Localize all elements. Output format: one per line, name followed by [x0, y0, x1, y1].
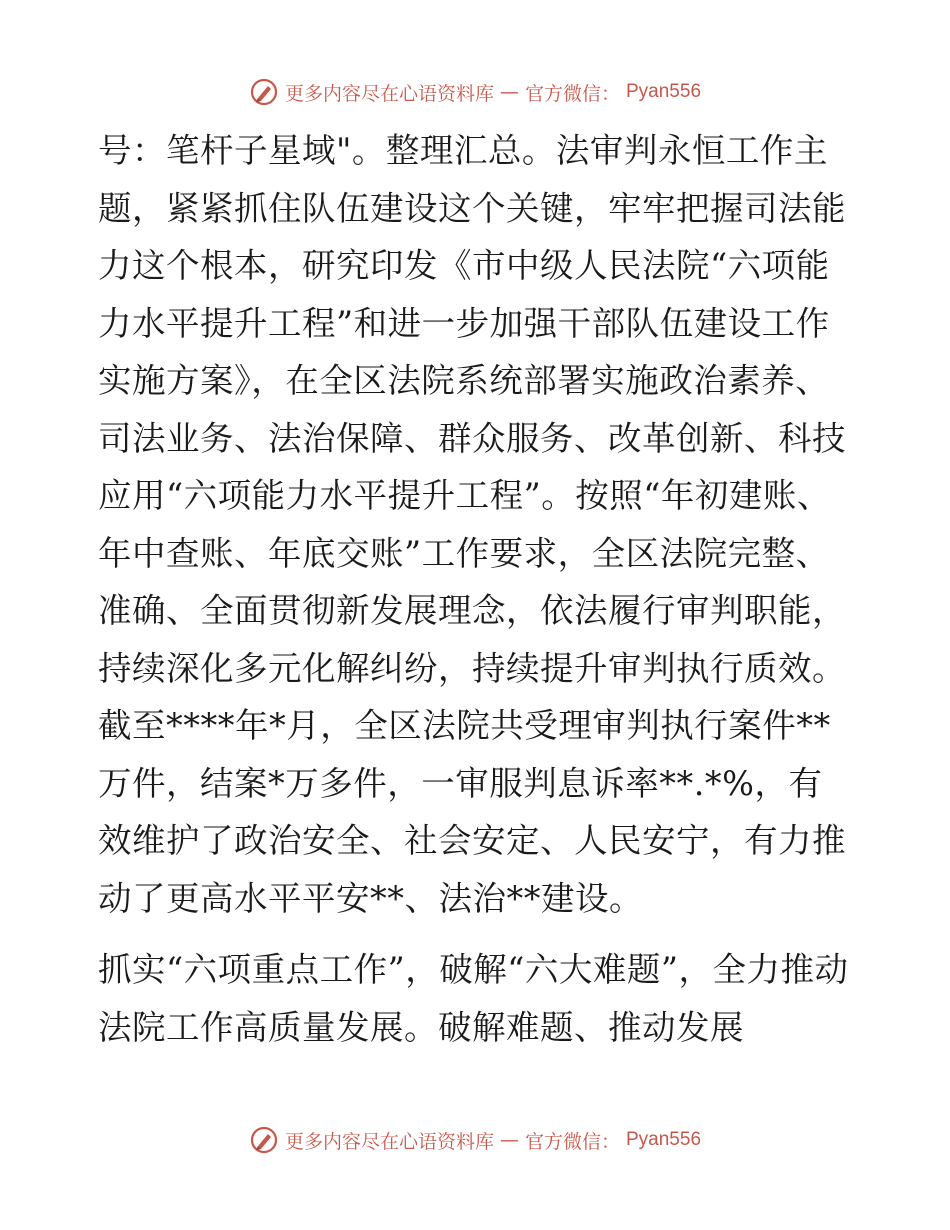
watermark-wechat-label: 官方微信： — [524, 1130, 620, 1153]
watermark-text: 更多内容尽在心语资料库 — [284, 82, 494, 105]
watermark-separator: — — [499, 1129, 519, 1151]
watermark-separator: — — [499, 81, 519, 103]
paragraph-2: 抓实“六项重点工作”，破解“六大难题”，全力推动法院工作高质量发展。破解难题、推动发展 — [98, 950, 849, 1047]
pen-logo-icon — [249, 77, 279, 107]
footer-watermark — [0, 1120, 950, 1160]
watermark-text: 更多内容尽在心语资料库 — [284, 1130, 494, 1153]
document-body — [98, 122, 850, 1056]
watermark-wechat-label: 官方微信： — [524, 82, 620, 105]
paragraph-1: 号：笔杆子星域"。整理汇总。法审判永恒工作主题，紧紧抓住队伍建设这个关键，牢牢把握司法能力这个根本，研究印发《市中级人民法院“六项能力水平提升工程”和进一步加强干部队伍建设工作实施方案》，在全区法院系统部署实施政治素养、司法业务、法治保障、群众服务、改革创新、科技应用“六项能力水平提升工程”。按照“年初建账、年中查账、年底交账”工作要求，全区法院完整、准确、全面贯彻新发展理念，依法履行审判职能，持续深化多元化解纠纷，持续提升审判执行质效。截至****年*月，全区法院共受理审判执行案件**万件，结案*万多件，一审服判息诉率**.*%，有效维护了政治安全、社会安定、人民安宁，有力推动了更高水平平安**、法治**建设。 — [98, 131, 846, 918]
header-watermark — [0, 72, 950, 112]
watermark-wechat-id: Pyan556 — [626, 81, 702, 102]
pen-logo-icon — [249, 1125, 279, 1155]
watermark-wechat-id: Pyan556 — [626, 1129, 702, 1150]
